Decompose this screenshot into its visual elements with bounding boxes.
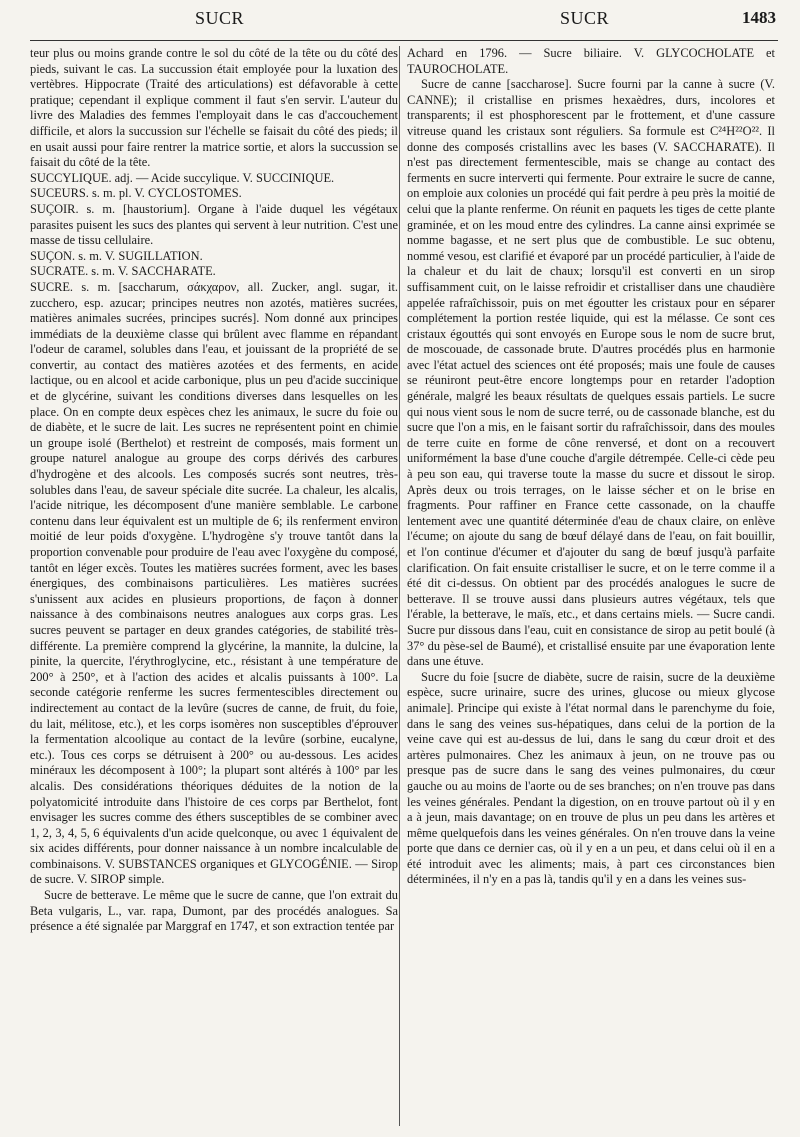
- dictionary-entry: SUCRATE. s. m. V. SACCHARATE.: [30, 264, 216, 279]
- paragraph: Achard en 1796. — Sucre biliaire. V. GLYCOCHOLATE et TAUROCHOLATE.: [407, 46, 775, 76]
- paragraph: Sucre de betterave. Le même que le sucre de canne, que l'on extrait du Beta vulgaris, L., var. rapa, Dumont, par des procédés analogues. Sa présence a été signalée par Marggraf en 1747, et son extraction tentée par: [30, 888, 398, 934]
- header-rule: [30, 40, 778, 41]
- dictionary-entry: SUCEURS. s. m. pl. V. CYCLOSTOMES.: [30, 186, 242, 201]
- page-number: 1483: [742, 8, 776, 27]
- dictionary-entry: SUÇOIR. s. m. [haustorium]. Organe à l'aide duquel les végétaux parasites puisent les sucs des plantes qui servent à leur nutrition. C'est une masse de tissu cellulaire.: [30, 201, 398, 248]
- right-column: [407, 46, 775, 1126]
- paragraph: Sucre de canne [saccharose]. Sucre fourni par la canne à sucre (V. CANNE); il cristallise en prismes hexaèdres, durs, incolores et transparents; il est phosphorescent par le frottement, et d'une cassure vitreuse quand les cristaux sont réguliers. Sa formule est C²⁴H²²O²². Il donne des composés cristallins avec les bases (V. SACCHARATE). Il n'est pas directement fermentescible, mais se change au contact des ferments en sucre interverti qui fermente. Pour extraire le sucre de canne, on emploie aux colonies un procédé qui fait perdre à peu près la moitié de celui que la plante renferme. On réunit en paquets les tiges de cette plante graminée, et on les moud entre des cylindres. La canne ainsi exprimée se nomme bagasse, et ne sert plus que de combustible. Le suc obtenu, nommé vesou, est clarifié et évaporé par un procédé particulier, à l'aide de la chaleur et du lait de chaux; lorsqu'il est converti en un sirop suffisamment cuit, on le laisse refroidir et cristalliser dans une chaudière appelée rafraîchissoir, puis on met égoutter les cristaux pour en séparer complétement la portion restée liquide, qui est la mélasse. Ce sont ces cristaux égouttés qui sont envoyés en Europe sous le nom de sucre brut, de moscouade, de cassonade brute. D'autres procédés plus en harmonie avec l'état actuel des sciences ont été proposés; mais une foule de causes se réuniront peut-être encore longtemps pour en retarder l'adoption générale, malgré les beaux résultats de quelques essais partiels. Le sucre qui nous vient sous le nom de sucre terré, ou de cassonade blanche, est du sucre que l'on a mis, en le faisant sortir du rafraîchissoir, dans des moules de terre cuite en forme de cône renversé, et dont on a recouvert uniformément la base d'une couche d'argile détrempée. Celle-ci cède peu à peu son eau, qui traverse toute la masse du sucre et dissout le sirop. Après deux ou trois terrages, on le laisse sécher et on le brise en fragments. Pour raffiner en France cette cassonade, on la chauffe lentement avec une quantité déterminée d'eau de chaux claire, on enlève l'écume; on ajoute du sang de bœuf délayé dans de l'eau, on fait bouillir, et l'on continue d'écumer et d'ajouter du sang de bœuf jusqu'à parfaite clarification. On fait ensuite cristalliser le sucre, et on le terre comme il a été dit ci-dessus. On obtient par des procédés analogues le sucre de betterave. Il se trouve aussi dans plusieurs autres végétaux, tels que l'érable, la betterave, le maïs, etc., et dans certains miels. — Sucre candi. Sucre pur dissous dans l'eau, cuit en consistance de sirop au petit boulé (à 37° du pèse-sel de Baumé), et cristallisé ensuite par une évaporation lente dans une étuve.: [407, 77, 775, 669]
- column-divider: [399, 46, 400, 1126]
- paragraph: teur plus ou moins grande contre le sol du côté de la tête ou du côté des pieds, suivant le cas. La succussion était employée pour la luxation des vertèbres. Hippocrate (Traité des articulations) est défavorable à cette pratique; cependant il explique comment il faut s'en servir. L'auteur du livre des Maladies des femmes l'employait dans le cas d'accouchement difficile, et alors la succussion sur l'échelle se faisait du côté des pieds; il en usait aussi pour faire rentrer la matrice sortie, et alors la succussion se faisait du côté de la tête.: [30, 46, 398, 170]
- running-head-right: SUCR: [560, 8, 610, 28]
- dictionary-entry: SUCCYLIQUE. adj. — Acide succylique. V. SUCCINIQUE.: [30, 170, 335, 185]
- dictionary-entry: SUÇON. s. m. V. SUGILLATION.: [30, 248, 203, 263]
- dictionary-entry: SUCRE. s. m. [saccharum, σάκχαρον, all. Zucker, angl. sugar, it. zucchero, esp. azucar; principes neutres non azotés, matières sucrées, matières animales sucrées, principes sucrés]. Nom donné aux principes immédiats de la deuxième classe qui brûlent avec flamme en répandant l'odeur de caramel, solubles dans l'eau, et jouissant de la propriété de se convertir, au contact des matières azotées et des ferments, en acide lactique, ou en alcool et acide carbonique, plus un peu d'acide succinique et de glycérine, suivant les conditions diverses dans lesquelles on les place. On en compte deux espèces chez les animaux, le sucre du foie ou de diabète, et le sucre de lait. Les sucres ne représentent point en chimie un groupe isolé (Berthelot) et restreint de composés, mais forment un groupe naturel analogue au groupe des corps dérivés des carbures d'hydrogène et des alcools. Les composés sucrés sont neutres, très-solubles dans l'eau, de saveur spéciale dite sucrée. La chaleur, les alcalis, l'acide nitrique, les décomposent d'une manière semblable. Le carbone contenu dans leur équivalent est un multiple de 6; ils renferment environ moitié de leur poids d'oxygène. L'hydrogène s'y trouve tantôt dans la proportion convenable pour produire de l'eau avec l'oxygène du composé, tantôt en léger excès. Toutes les matières sucrées forment, avec les bases énergiques, des combinaisons particulières. Les matières sucrées s'unissent aux acides en plusieurs proportions, de façon à donner naissance à des combinaisons neutres analogues aux corps gras. Les sucres peuvent se partager en deux grandes catégories, de stabilité très-différente. La première comprend la glycérine, la mannite, la dulcine, la pinite, la quercite, l'érythroglycine, etc., résistant à une température de 200° à 250°, et à l'action des acides et alcalis puissants à 100°. La seconde catégorie renferme les sucres fermentescibles directement ou indirectement au contact de la levûre (sucres de canne, de fruit, du foie, du lait, mélitose, etc.), et les corps isomères non susceptibles d'éprouver la fermentation alcoolique au contact de la levûre (sorbine, eucalyne, etc.). Tous ces corps se détruisent à 200° ou au-dessous. Les acides minéraux les décomposent à 100°; la plupart sont altérés à 100° par les alcalis. Des considérations théoriques déduites de la notion de la polyatomicité introduite dans l'histoire de ces corps par Berthelot, font envisager les sucres comme des éthers susceptibles de se combiner avec 1, 2, 3, 4, 5, 6 équivalents d'un acide quelconque, ou avec 1 équivalent de six acides différents, pour donner naissance à un nombre incalculable de combinaisons. V. SUBSTANCES organiques et GLYCOGÉNIE. — Sirop de sucre. V. SIROP simple.: [30, 279, 398, 887]
- left-column: [30, 46, 398, 1126]
- paragraph: Sucre du foie [sucre de diabète, sucre de raisin, sucre de la deuxième espèce, sucre urinaire, sucre des urines, glucose ou mieux glycose animale]. Principe qui existe à l'état normal dans le parenchyme du foie, dans le sang des veines sus-hépatiques, dans celui de la portion de la veine cave qui est au-dessus de lui, dans le sang du cœur droit et des artères pulmonaires. Chez les animaux à jeun, on ne trouve pas ou presque pas de sucre dans le sang des veines pulmonaires, du cœur gauche ou au moins de l'aorte ou de ses branches; on n'en trouve pas dans les veines générales. Pendant la digestion, on en trouve partout où il y en a à jeun, mais davantage; on en trouve de plus un peu dans les artères et même quelquefois dans les veines générales. On n'en trouve dans la veine porte que dans ce dernier cas, où il y en a un peu, et dans celui où il en a été introduit avec les aliments; mais, à part ces circonstances bien déterminées, il n'y en a pas là, tandis qu'il y en a dans les veines sus-: [407, 669, 775, 887]
- running-head-left: SUCR: [195, 8, 245, 28]
